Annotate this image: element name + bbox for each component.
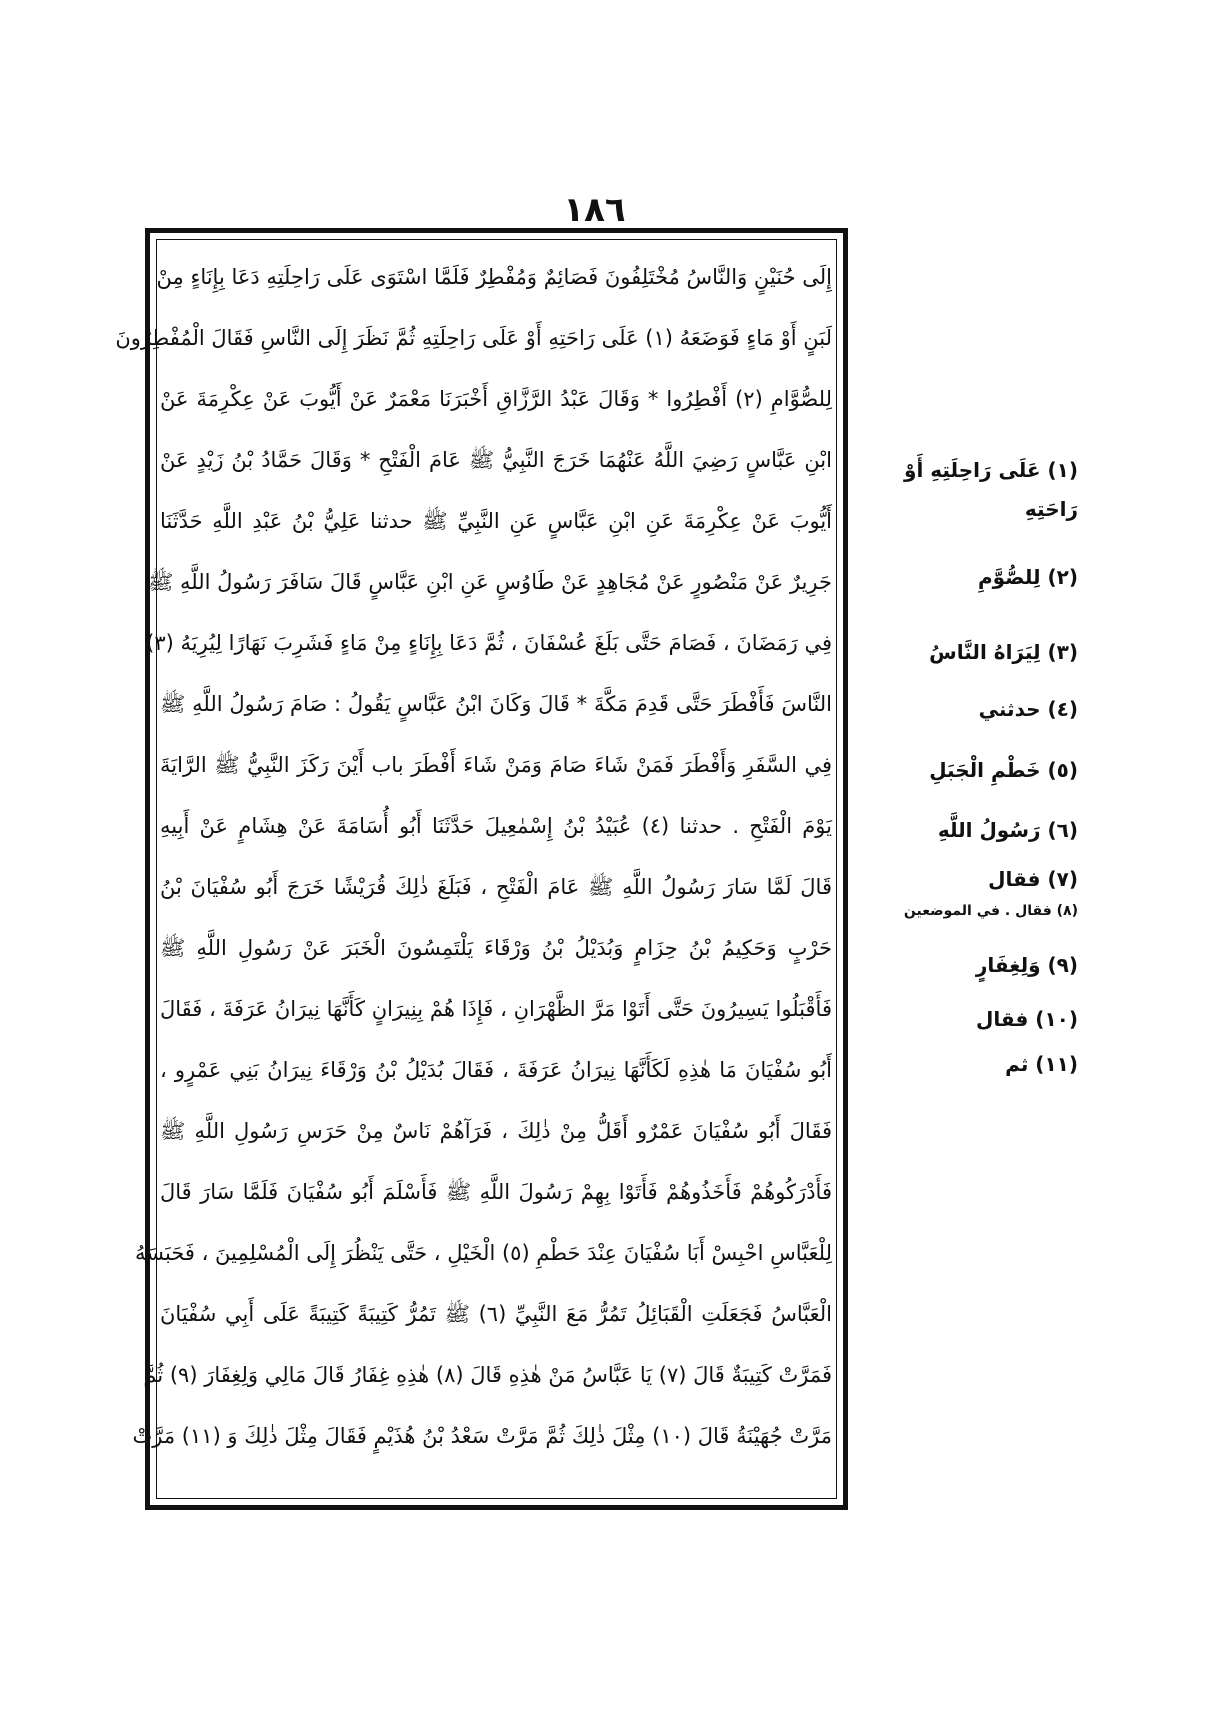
footnote: (١١) ثم	[1005, 1052, 1078, 1076]
text-line: فَأَقْبَلُوا يَسِيرُونَ حَتَّى أَتَوْا مَرَّ الظَّهْرَانِ ، فَإِذَا هُمْ بِنِيرَانٍ كَأَنَّهَا نِيرَانُ عَرَفَةَ ، فَقَالَ	[160, 997, 832, 1021]
text-line: جَرِيرٌ عَنْ مَنْصُورٍ عَنْ مُجَاهِدٍ عَنْ طَاوُسٍ عَنِ ابْنِ عَبَّاسٍ قَالَ سَافَرَ رَسُولُ اللَّهِ ﷺ	[147, 570, 832, 594]
text-line: حَرْبٍ وَحَكِيمُ بْنُ حِزَامٍ وَبُدَيْلُ بْنُ وَرْقَاءَ يَلْتَمِسُونَ الْخَبَرَ عَنْ رَسُولِ اللَّهِ ﷺ	[160, 936, 832, 960]
text-line: النَّاسَ فَأَفْطَرَ حَتَّى قَدِمَ مَكَّةَ * قَالَ وَكَانَ ابْنُ عَبَّاسٍ يَقُولُ : صَامَ رَسُولُ اللَّهِ ﷺ	[160, 692, 832, 716]
text-line: لِلصُّوَّامِ (٢) أَفْطِرُوا * وَقَالَ عَبْدُ الرَّزَّاقِ أَخْبَرَنَا مَعْمَرٌ عَنْ أَيُّوبَ عَنْ عِكْرِمَةَ عَنْ	[160, 387, 832, 411]
text-line: أَبُو سُفْيَانَ مَا هٰذِهِ لَكَأَنَّهَا نِيرَانُ عَرَفَةَ ، فَقَالَ بُدَيْلُ بْنُ وَرْقَاءَ نِيرَانُ بَنِي عَمْرٍو ،	[160, 1058, 832, 1082]
footnote: (١٠) فقال	[975, 1007, 1078, 1031]
footnote: (٩) وَلِغِفَارٍ	[975, 953, 1078, 977]
footnote: رَاحَتِهِ	[1024, 497, 1078, 521]
footnote: (٧) فقال	[988, 867, 1078, 891]
text-line: يَوْمَ الْفَتْحِ . حدثنا (٤) عُبَيْدُ بْنُ إِسْمٰعِيلَ حَدَّثَنَا أَبُو أُسَامَةَ عَنْ هِشَامٍ عَنْ أَبِيهِ	[160, 814, 832, 838]
footnote: (٤) حدثني	[978, 697, 1078, 721]
text-line: فَقَالَ أَبُو سُفْيَانَ عَمْرٌو أَقَلُّ مِنْ ذٰلِكَ ، فَرَآهُمْ نَاسٌ مِنْ حَرَسِ رَسُولِ اللَّهِ ﷺ	[160, 1119, 832, 1143]
text-line: لَبَنٍ أَوْ مَاءٍ فَوَضَعَهُ (١) عَلَى رَاحَتِهِ أَوْ عَلَى رَاحِلَتِهِ ثُمَّ نَظَرَ إِلَى النَّاسِ فَقَالَ الْمُفْطِرُونَ	[115, 326, 832, 350]
footnote: (٨) فقال . في الموضعين	[903, 903, 1078, 919]
text-line: لِلْعَبَّاسِ احْبِسْ أَبَا سُفْيَانَ عِنْدَ حَطْمِ (٥) الْخَيْلِ ، حَتَّى يَنْظُرَ إِلَى الْمُسْلِمِينَ ، فَحَبَسَهُ	[134, 1241, 832, 1265]
text-line: مَرَّتْ جُهَيْنَةُ قَالَ (١٠) مِثْلَ ذٰلِكَ ثُمَّ مَرَّتْ سَعْدُ بْنُ هُذَيْمٍ فَقَالَ مِثْلَ ذٰلِكَ وَ (١١) مَرَّتْ	[132, 1424, 832, 1448]
text-line: أَيُّوبَ عَنْ عِكْرِمَةَ عَنِ ابْنِ عَبَّاسٍ عَنِ النَّبِيِّ ﷺ حدثنا عَلِيُّ بْنُ عَبْدِ اللَّهِ حَدَّثَنَا	[160, 509, 832, 533]
margin-footnotes	[868, 0, 1078, 1717]
footnote: (١) عَلَى رَاحِلَتِهِ أَوْ	[904, 458, 1078, 482]
footnote: (٦) رَسُولُ اللَّهِ	[937, 818, 1078, 842]
text-line: ابْنِ عَبَّاسٍ رَضِيَ اللَّهُ عَنْهُمَا خَرَجَ النَّبِيُّ ﷺ عَامَ الْفَتْحِ * وَقَالَ حَمَّادُ بْنُ زَيْدٍ عَنْ	[160, 448, 832, 472]
text-line: الْعَبَّاسُ فَجَعَلَتِ الْقَبَائِلُ تَمُرُّ مَعَ النَّبِيِّ (٦) ﷺ تَمُرُّ كَتِيبَةً كَتِيبَةً عَلَى أَبِي سُفْيَانَ	[160, 1302, 832, 1326]
footnote: (٣) لِيَرَاهُ النَّاسُ	[929, 640, 1078, 664]
footnote: (٥) خَطْمِ الْجَبَلِ	[929, 758, 1078, 782]
footnote: (٢) لِلصُّوَّمِ	[977, 565, 1078, 589]
text-line: فَأَدْرَكُوهُمْ فَأَخَذُوهُمْ فَأَتَوْا بِهِمْ رَسُولَ اللَّهِ ﷺ فَأَسْلَمَ أَبُو سُفْيَانَ فَلَمَّا سَارَ قَالَ	[160, 1180, 832, 1204]
text-line: فِي رَمَضَانَ ، فَصَامَ حَتَّى بَلَغَ عُسْفَانَ ، ثُمَّ دَعَا بِإِنَاءٍ مِنْ مَاءٍ فَشَرِبَ نَهَارًا لِيُرِيَهُ (٣)	[146, 631, 832, 655]
main-text-block	[115, 248, 832, 1498]
text-line: قَالَ لَمَّا سَارَ رَسُولُ اللَّهِ ﷺ عَامَ الْفَتْحِ ، فَبَلَغَ ذٰلِكَ قُرَيْشًا خَرَجَ أَبُو سُفْيَانَ بْنُ	[160, 875, 832, 899]
page-number: ١٨٦	[563, 190, 626, 230]
text-line: فِي السَّفَرِ وَأَفْطَرَ فَمَنْ شَاءَ صَامَ وَمَنْ شَاءَ أَفْطَرَ باب أَيْنَ رَكَزَ النَّبِيُّ ﷺ الرَّايَةَ	[160, 753, 832, 777]
text-line: فَمَرَّتْ كَتِيبَةٌ قَالَ (٧) يَا عَبَّاسُ مَنْ هٰذِهِ قَالَ (٨) هٰذِهِ غِفَارُ قَالَ مَالِي وَلِغِفَارَ (٩) ثُمَّ	[143, 1363, 832, 1387]
text-line: إِلَى حُنَيْنٍ وَالنَّاسُ مُخْتَلِفُونَ فَصَائِمٌ وَمُفْطِرٌ فَلَمَّا اسْتَوَى عَلَى رَاحِلَتِهِ دَعَا بِإِنَاءٍ مِنْ	[156, 265, 832, 289]
